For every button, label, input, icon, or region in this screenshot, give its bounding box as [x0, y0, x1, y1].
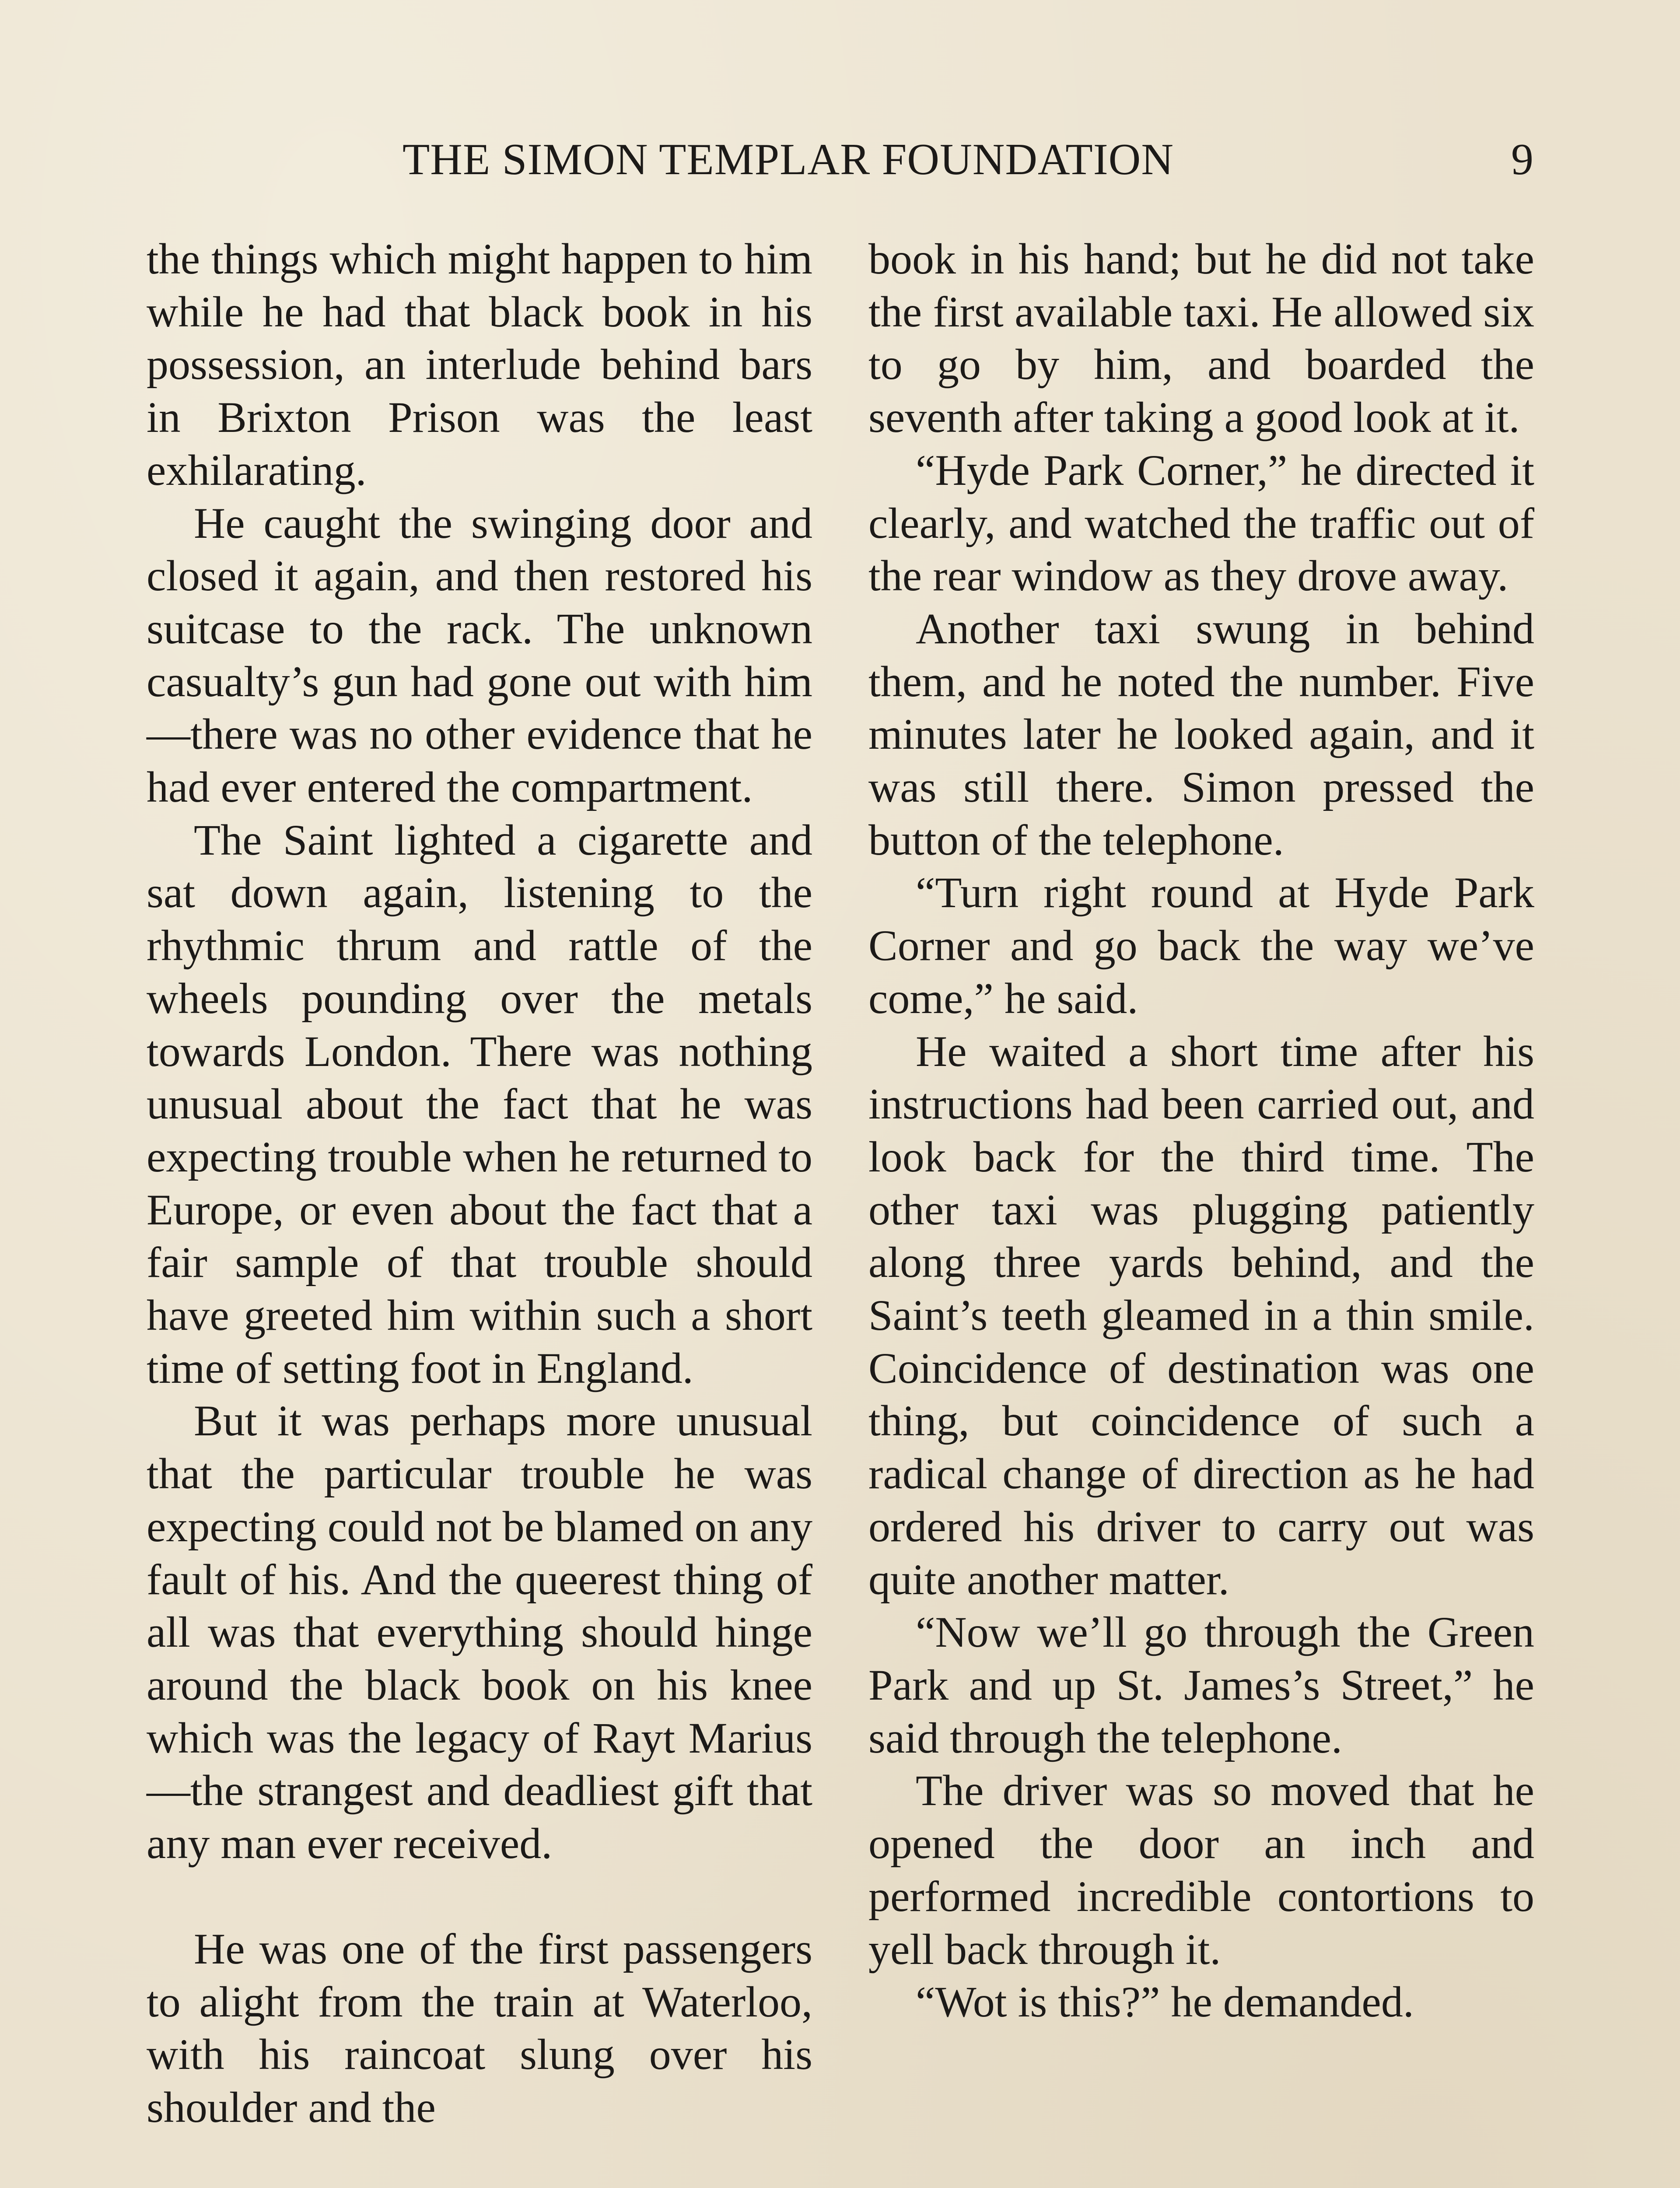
paragraph: He waited a short time after his instructions had been carried out, and look back for the third time. The other taxi was plugging patiently along three yards behind, and the Saint’s teeth gleamed in a thin smile. Coincidence of destination was one thing, but coincidence of such a radical change of direction as he had ordered his driver to carry out was quite another matter. [868, 1027, 1534, 1604]
paragraph: But it was perhaps more unusual that the particular trouble he was expecting could not be blamed on any fault of his. And the queerest thing of all was that everything should hinge around the black book on his knee which was the legacy of Rayt Marius —the strangest and deadliest gift that any man ever received. [147, 1396, 812, 1868]
paragraph: “Wot is this?” he demanded. [916, 1978, 1414, 2027]
paragraph: “Turn right round at Hyde Park Corner and go back the way we’ve come,” he said. [868, 868, 1534, 1023]
paragraph: “Hyde Park Corner,” he directed it clearly, and watched the traffic out of the rear window as they drove away. [868, 445, 1534, 600]
paragraph: The driver was so moved that he opened the door an inch and performed incredible contortions to yell back through it. [868, 1766, 1534, 1974]
paragraph: “Now we’ll go through the Green Park and up St. James’s Street,” he said through the telephone. [868, 1608, 1534, 1762]
paragraph: Another taxi swung in behind them, and he noted the number. Five minutes later he looked again, and it was still there. Simon pressed the button of the telephone. [868, 604, 1534, 864]
left-column [147, 233, 812, 2134]
right-column [868, 233, 1534, 2029]
running-head: THE SIMON TEMPLAR FOUNDATION [402, 135, 1174, 184]
paragraph: the things which might happen to him while he had that black book in his possession, an interlude behind bars in Brixton Prison was the least exhilarating. [147, 235, 812, 494]
paragraph: The Saint lighted a cigarette and sat down again, listening to the rhythmic thrum and rattle of the wheels pounding over the metals towards London. There was nothing unusual about the fact that he was expecting trouble when he returned to Europe, or even about the fact that a fair sample of that trouble should have greeted him within such a short time of setting foot in England. [147, 815, 812, 1392]
paragraph: book in his hand; but he did not take the first available taxi. He allowed six to go by him, and boarded the seventh after taking a good look at it. [868, 235, 1534, 442]
page-number: 9 [1511, 135, 1533, 184]
paragraph: He caught the swinging door and closed it again, and then restored his suitcase to the rack. The unknown casualty’s gun had gone out with him—there was no other evidence that he had ever entered the compartment. [147, 498, 812, 812]
page-header [147, 133, 1533, 186]
paragraph: He was one of the first passengers to alight from the train at Waterloo, with his raincoat slung over his shoulder and the [147, 1924, 812, 2132]
